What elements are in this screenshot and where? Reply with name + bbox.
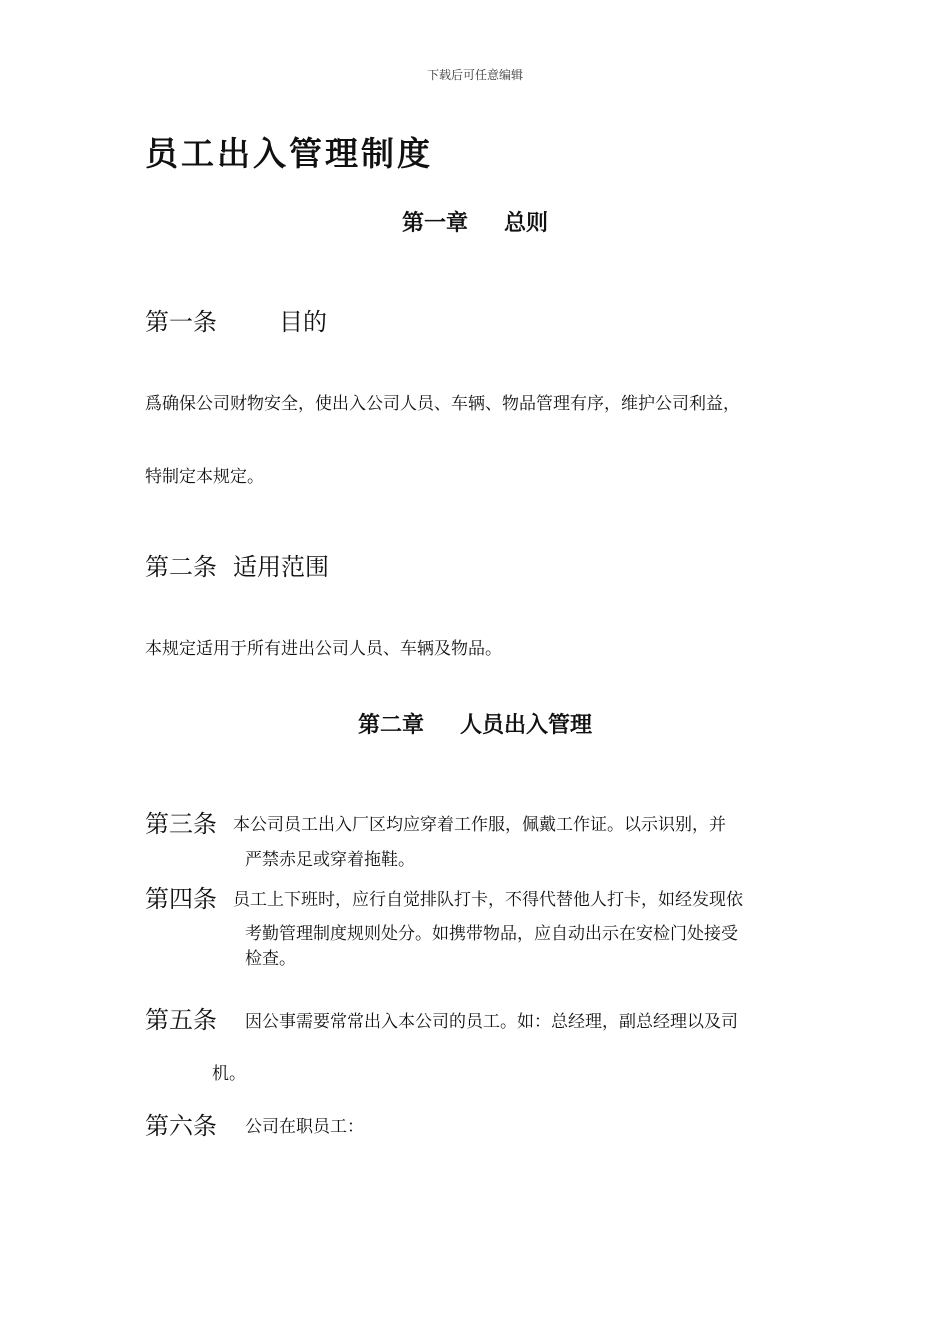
article-5-line-2: 机。 [212,1064,246,1084]
article-6-label: 第六条 [145,1112,217,1140]
article-1-label: 第一条 [145,308,217,336]
article-6-line-1: 公司在职员工： [245,1117,364,1137]
article-2-label: 第二条 [145,553,217,581]
article-2-name: 适用范围 [233,553,329,581]
article-1-heading [145,302,327,337]
article-3-line-1: 本公司员工出入厂区均应穿着工作服，佩戴工作证。以示识别，并 [233,815,726,835]
article-2-heading [145,547,329,582]
header-note: 下载后可任意编辑 [426,68,523,82]
article-4-line-3: 检查。 [245,949,296,969]
article-4-line-1: 员工上下班时，应行自觉排队打卡，不得代替他人打卡，如经发现依 [233,890,743,910]
article-1-name: 目的 [279,308,327,336]
article-4-line-2: 考勤管理制度规则处分。如携带物品，应自动出示在安检门处接受 [245,924,738,944]
chapter-1-name: 总则 [504,210,549,236]
article-4-label: 第四条 [145,885,217,913]
chapter-1-number: 第一章 [401,210,468,236]
article-2-line-1: 本规定适用于所有进出公司人员、车辆及物品。 [145,639,502,659]
article-5-label: 第五条 [145,1006,217,1034]
article-1-line-1: 爲确保公司财物安全，使出入公司人员、车辆、物品管理有序，维护公司利益， [145,394,740,414]
article-3-line-2: 严禁赤足或穿着拖鞋。 [245,850,415,870]
chapter-2-number: 第二章 [357,712,424,738]
article-1-line-2: 特制定本规定。 [145,467,264,487]
article-5-line-1: 因公事需要常常出入本公司的员工。如：总经理，副总经理以及司 [245,1012,738,1032]
chapter-2-name: 人员出入管理 [460,712,593,738]
chapter-1-heading [0,206,950,237]
chapter-2-heading [0,708,950,739]
document-title: 员工出入管理制度 [145,134,433,173]
article-3-label: 第三条 [145,810,217,838]
